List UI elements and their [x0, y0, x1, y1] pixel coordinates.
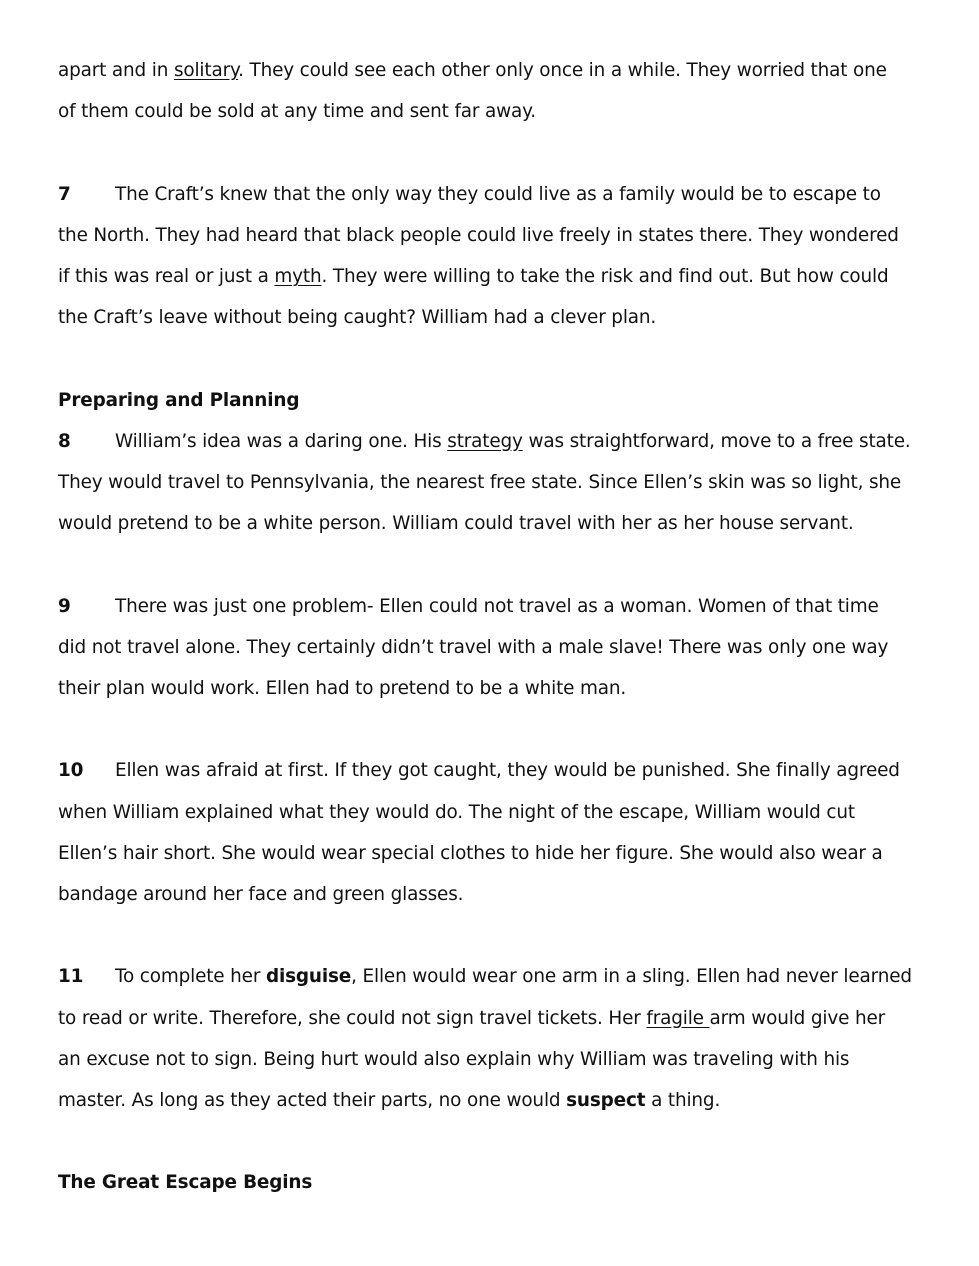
paragraph-number-9: 9 [58, 595, 71, 617]
spacer [58, 338, 924, 379]
paragraph-6-line-2: of them could be sold at any time and sent far away. [58, 101, 536, 123]
vocab-word-disguise: disguise [265, 966, 352, 988]
paragraph-11-line-1: 11 To complete her disguise, Ellen would wear one arm in a sling. Ellen had never learned [58, 956, 924, 997]
paragraph-10-line-3: Ellen’s hair short. She would wear special clothes to hide her figure. She would also wear a [58, 842, 883, 864]
paragraph-number-7: 7 [58, 183, 71, 205]
spacer [58, 1121, 924, 1162]
paragraph-11-line-3: an excuse not to sign. Being hurt would also explain why William was traveling with his [58, 1048, 850, 1070]
paragraph-6-line-1: apart and in solitary. They could see each other only once in a while. They worried that one [58, 60, 887, 81]
paragraph-9-line-1: 9 There was just one problem- Ellen could not travel as a woman. Women of that time [58, 586, 924, 627]
vocab-word-suspect: suspect [566, 1090, 646, 1111]
spacer [58, 544, 924, 585]
paragraph-7-line-2: the North. They had heard that black people could live freely in states there. They wondered [58, 224, 899, 246]
paragraph-9-line-3: their plan would work. Ellen had to pretend to be a white man. [58, 678, 627, 699]
paragraph-7-line-1: 7 The Craft’s knew that the only way they could live as a family would be to escape to [58, 174, 924, 215]
paragraph-number-8: 8 [58, 430, 71, 452]
paragraph-10-line-4: bandage around her face and green glasses. [58, 884, 464, 905]
section-heading-preparing-and-planning: Preparing and Planning [58, 389, 300, 411]
vocab-word-fragile: fragile [646, 1007, 710, 1029]
paragraph-7-line-3: if this was real or just a myth. They were willing to take the risk and find out. But how could [58, 266, 889, 287]
paragraph-number-11: 11 [58, 966, 84, 988]
vocab-word-strategy: strategy [447, 430, 523, 452]
paragraph-11-line-4: master. As long as they acted their parts, no one would suspect a thing. [58, 1090, 721, 1111]
paragraph-8-line-3: would pretend to be a white person. William could travel with her as her house servant. [58, 513, 854, 535]
spacer [58, 709, 924, 750]
spacer [58, 132, 924, 173]
paragraph-11-line-2: to read or write. Therefore, she could not sign travel tickets. Her fragile arm would give her [58, 1007, 886, 1029]
paragraph-7-line-4: the Craft’s leave without being caught? William had a clever plan. [58, 307, 657, 329]
vocab-word-myth: myth [274, 266, 322, 287]
paragraph-9-line-2: did not travel alone. They certainly didn’t travel with a male slave! There was only one way [58, 636, 889, 658]
vocab-word-solitary: solitary [173, 60, 239, 81]
spacer [58, 915, 924, 956]
section-heading-the-great-escape-begins: The Great Escape Begins [58, 1172, 313, 1194]
paragraph-8-line-1: 8 William’s idea was a daring one. His strategy was straightforward, move to a free state. [58, 421, 924, 462]
paragraph-8-line-2: They would travel to Pennsylvania, the nearest free state. Since Ellen’s skin was so light, she [58, 472, 902, 493]
document-page [58, 50, 924, 1204]
paragraph-number-10: 10 [58, 760, 84, 782]
paragraph-10-line-2: when William explained what they would do. The night of the escape, William would cut [58, 801, 855, 823]
paragraph-10-line-1: 10 Ellen was afraid at first. If they got caught, they would be punished. She finally agreed [58, 750, 924, 791]
